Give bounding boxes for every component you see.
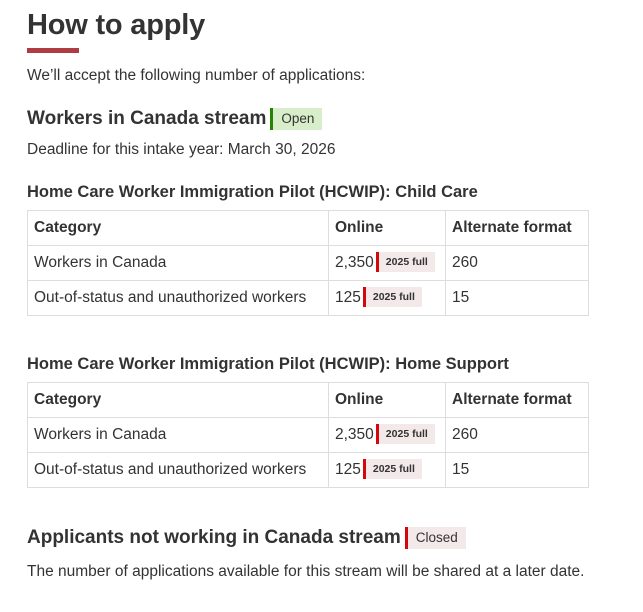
full-badge: 2025 full xyxy=(376,424,435,444)
child-care-table xyxy=(27,210,589,316)
column-header-category: Category xyxy=(28,211,329,246)
alternate-cell: 15 xyxy=(446,281,589,316)
category-cell: Out-of-status and unauthorized workers xyxy=(28,453,329,488)
home-support-table xyxy=(27,382,589,488)
table-header-row xyxy=(28,383,589,418)
closed-status-badge: Closed xyxy=(405,527,466,549)
alternate-cell: 260 xyxy=(446,418,589,453)
outside-stream-title: Applicants not working in Canada stream xyxy=(27,527,401,548)
column-header-alternate: Alternate format xyxy=(446,383,589,418)
workers-stream-title: Workers in Canada stream xyxy=(27,108,267,129)
deadline-text: Deadline for this intake year: March 30, 2026 xyxy=(27,141,336,158)
home-support-table-caption: Home Care Worker Immigration Pilot (HCWIP): Home Support xyxy=(27,355,509,373)
table-row xyxy=(28,418,589,453)
child-care-table-caption: Home Care Worker Immigration Pilot (HCWIP): Child Care xyxy=(27,183,478,201)
category-cell: Out-of-status and unauthorized workers xyxy=(28,281,329,316)
online-value: 125 xyxy=(335,461,361,479)
online-cell xyxy=(329,453,446,488)
column-header-alternate: Alternate format xyxy=(446,211,589,246)
category-cell: Workers in Canada xyxy=(28,418,329,453)
column-header-online: Online xyxy=(329,383,446,418)
online-value: 125 xyxy=(335,289,361,307)
online-cell xyxy=(329,418,446,453)
intro-text: We’ll accept the following number of applications: xyxy=(27,67,366,84)
table-row xyxy=(28,246,589,281)
online-value: 2,350 xyxy=(335,426,374,444)
column-header-online: Online xyxy=(329,211,446,246)
page-title: How to apply xyxy=(27,9,206,41)
table-header-row xyxy=(28,211,589,246)
outside-stream-text: The number of applications available for this stream will be shared at a later date. xyxy=(27,563,585,580)
category-cell: Workers in Canada xyxy=(28,246,329,281)
table-row xyxy=(28,453,589,488)
online-cell xyxy=(329,246,446,281)
full-badge: 2025 full xyxy=(376,252,435,272)
online-value: 2,350 xyxy=(335,254,374,272)
table-row xyxy=(28,281,589,316)
workers-stream-heading xyxy=(27,107,589,131)
outside-stream-heading xyxy=(27,526,589,550)
online-cell xyxy=(329,281,446,316)
full-badge: 2025 full xyxy=(363,287,422,307)
column-header-category: Category xyxy=(28,383,329,418)
alternate-cell: 15 xyxy=(446,453,589,488)
open-status-badge: Open xyxy=(270,108,322,130)
full-badge: 2025 full xyxy=(363,459,422,479)
title-underline xyxy=(27,48,79,53)
alternate-cell: 260 xyxy=(446,246,589,281)
